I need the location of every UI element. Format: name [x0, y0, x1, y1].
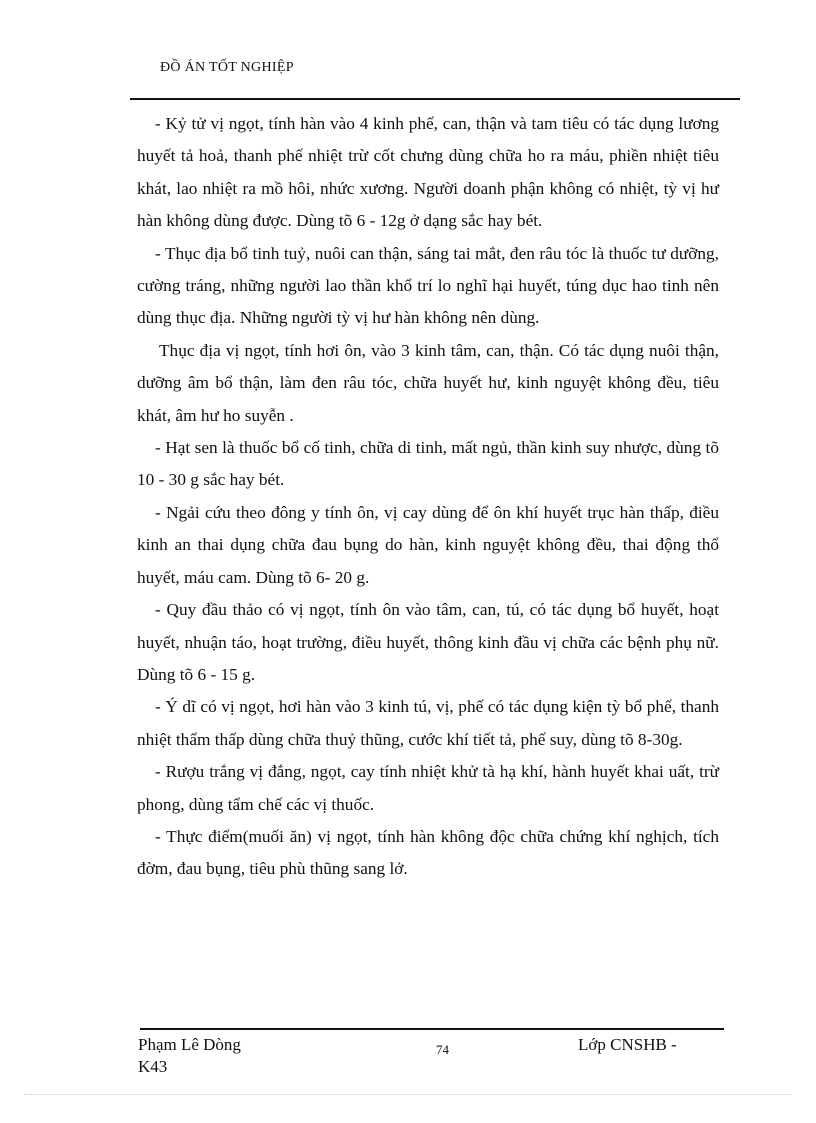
paragraph-hat-sen: - Hạt sen là thuốc bổ cố tinh, chữa di tinh, mất ngủ, thần kinh suy nhược, dùng tõ 10 - 30 g sắc hay bét. [137, 438, 719, 490]
paragraph-thuc-dia-2: Thục địa vị ngọt, tính hơi ôn, vào 3 kinh tâm, can, thận. Có tác dụng nuôi thận, dưỡng âm bổ thận, làm đen râu tóc, chữa huyết hư, kinh nguyệt không đều, tiêu khát, âm hư ho suyễn . [137, 340, 719, 425]
paragraph-ruou-trang: - Rượu trắng vị đắng, ngọt, cay tính nhiệt khử tà hạ khí, hành huyết khai uất, trừ phong, dùng tẩm chế các vị thuốc. [137, 762, 719, 814]
paragraph-thuc-dia-1: - Thục địa bổ tinh tuỷ, nuôi can thận, sáng tai mắt, đen râu tóc là thuốc tư dưỡng, cường tráng, những người lao thần khổ trí lo nghĩ hại huyết, túng dục hao tinh nên dùng thục địa. Những người tỳ vị hư hàn không nên dùng. [137, 243, 719, 328]
footer-author: Phạm Lê Dòng K43 [138, 1035, 241, 1076]
header-rule [130, 98, 740, 100]
paragraph-ngai-cuu: - Ngải cứu theo đông y tính ôn, vị cay dùng để ôn khí huyết trục hàn thấp, điều kinh an thai dụng chữa đau bụng do hàn, kinh nguyệt không đều, thai động thổ huyết, máu cam. Dùng tõ 6- 20 g. [137, 502, 719, 587]
page-header-title: ĐỒ ÁN TỐT NGHIỆP [160, 60, 294, 75]
footer-class: Lớp CNSHB - [578, 1035, 677, 1054]
footer-rule [140, 1028, 724, 1030]
footer-page-number: 74 [436, 1042, 449, 1057]
paragraph-y-di: - Ý dĩ có vị ngọt, hơi hàn vào 3 kinh tú, vị, phế có tác dụng kiện tỳ bổ phế, thanh nhiệt thẩm thấp dùng chữa thuỷ thũng, cước khí tiết tả, phế suy, dùng tõ 8-30g. [137, 697, 719, 749]
paragraph-ky-tu: - Kỷ tử vị ngọt, tính hàn vào 4 kinh phế, can, thận và tam tiêu có tác dụng lương huyết tả hoả, thanh phế nhiệt trừ cốt chưng dùng chữa ho ra máu, phiền nhiệt tiêu khát, lao nhiệt ra mồ hôi, nhức xương. Người doanh phận không có nhiệt, tỳ vị hư hàn không dùng được. Dùng tõ 6 - 12g ở dạng sắc hay bét. [137, 114, 719, 231]
paragraph-quy-dau: - Quy đầu thảo có vị ngọt, tính ôn vào tâm, can, tú, có tác dụng bổ huyết, hoạt huyết, nhuận táo, hoạt trường, điều huyết, thông kinh đầu vị chữa các bệnh phụ nữ. Dùng tõ 6 - 15 g. [137, 600, 719, 684]
page-bottom-dotted-line [24, 1094, 792, 1095]
document-body [137, 108, 719, 886]
paragraph-thuc-diem: - Thực điểm(muối ăn) vị ngọt, tính hàn không độc chữa chứng khí nghịch, tích đờm, đau bụng, tiêu phù thũng sang lở. [137, 826, 719, 879]
